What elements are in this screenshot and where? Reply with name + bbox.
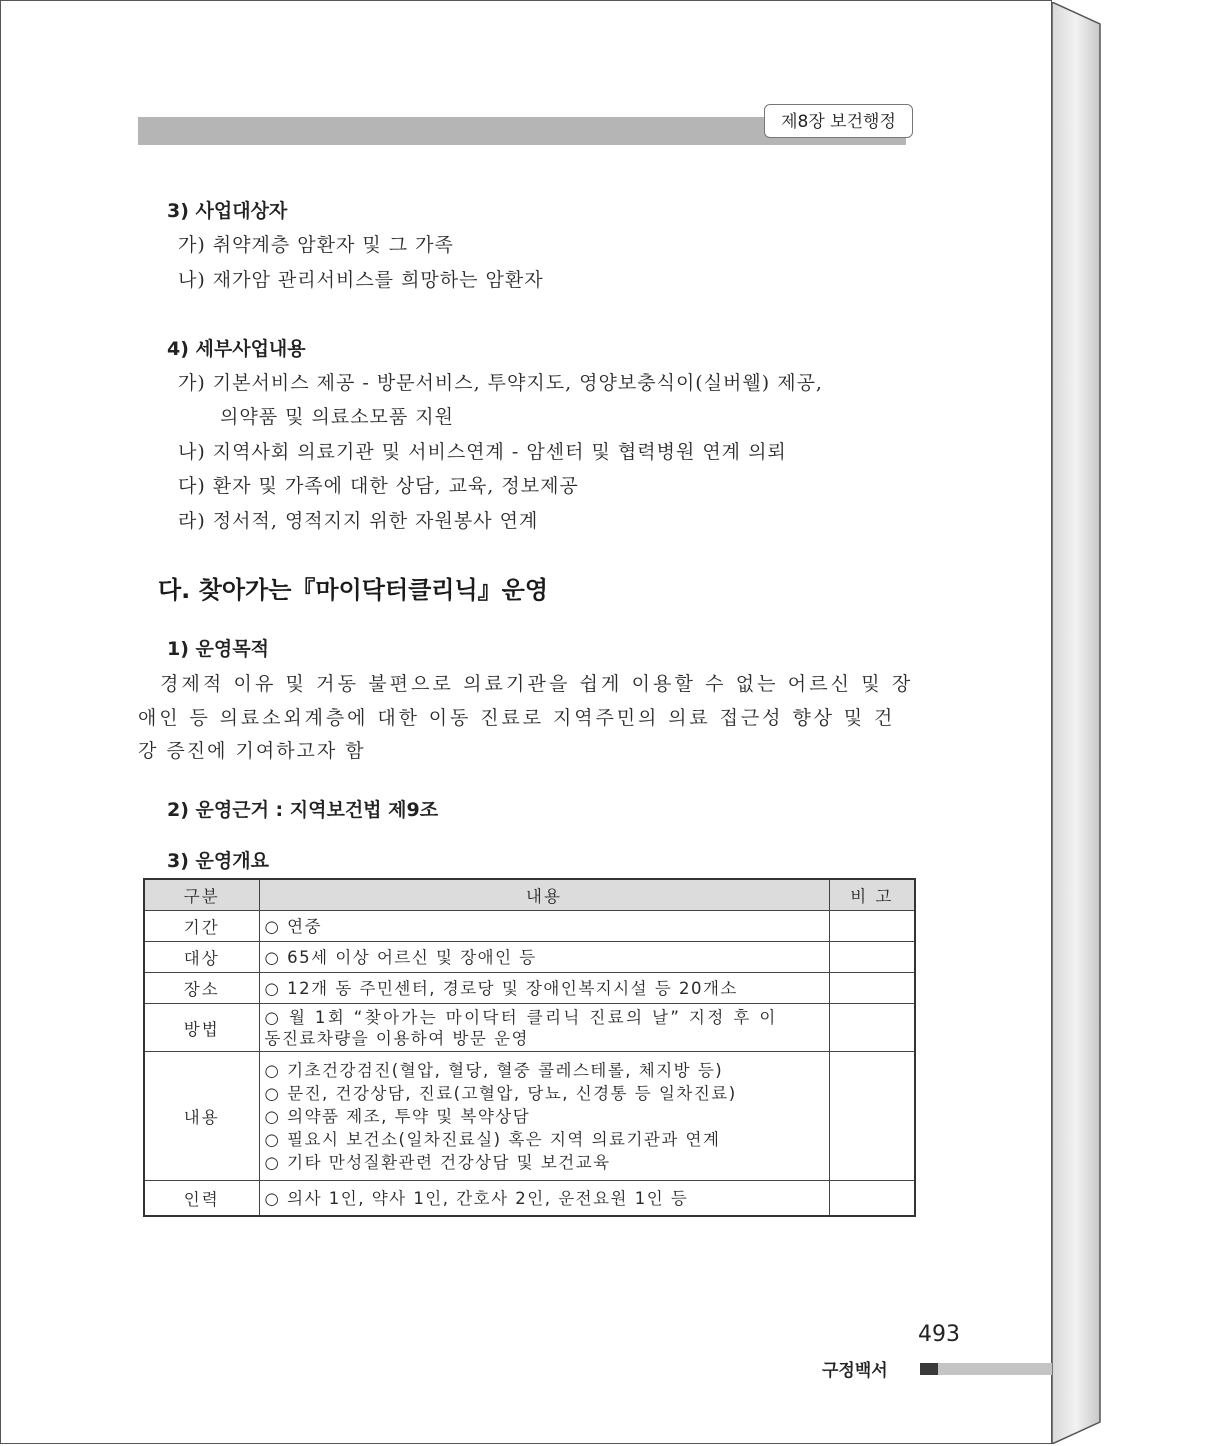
- content-line: ○ 의사 1인, 약사 1인, 간호사 2인, 운전요원 1인 등: [264, 1188, 689, 1208]
- header-note: 비 고: [829, 879, 915, 911]
- row-label: 내용: [144, 1052, 259, 1181]
- table-row: [144, 973, 915, 1004]
- row-note: [829, 1052, 915, 1181]
- list-item: 나) 지역사회 의료기관 및 서비스연계 - 암센터 및 협력병원 연계 의뢰: [178, 441, 787, 463]
- table-row: [144, 1004, 915, 1052]
- list-item: 가) 취약계층 암환자 및 그 가족: [178, 234, 454, 256]
- chapter-tab: 제8장 보건행정: [764, 104, 913, 138]
- row-content: [259, 1181, 829, 1217]
- footer-bar: [938, 1363, 1052, 1375]
- table-header-row: [144, 879, 915, 911]
- content-line: ○ 12개 동 주민센터, 경로당 및 장애인복지시설 등 20개소: [264, 978, 738, 998]
- purpose-paragraph-line: 경제적 이유 및 거동 불편으로 의료기관을 쉽게 이용할 수 없는 어르신 및 장: [160, 673, 914, 695]
- row-note: [829, 973, 915, 1004]
- row-note: [829, 911, 915, 942]
- row-content: [259, 911, 829, 942]
- content-line: ○ 월 1회 “찾아가는 마이닥터 클리닉 진료의 날” 지정 후 이: [264, 1007, 778, 1027]
- purpose-paragraph-line: 강 증진에 기여하고자 함: [138, 740, 366, 762]
- purpose-paragraph-line: 애인 등 의료소외계층에 대한 이동 진료로 지역주민의 의료 접근성 향상 및 건: [138, 707, 896, 729]
- row-label: 대상: [144, 942, 259, 973]
- content-line: ○ 기타 만성질환관련 건강상담 및 보건교육: [264, 1152, 611, 1172]
- basis-heading: 2) 운영근거 : 지역보건법 제9조: [167, 799, 439, 821]
- page-number: 493: [918, 1322, 960, 1347]
- row-label: 장소: [144, 973, 259, 1004]
- book-title: 구정백서: [822, 1361, 888, 1381]
- row-label: 기간: [144, 911, 259, 942]
- overview-table: [143, 878, 916, 1217]
- page-edge-3d: [1052, 2, 1102, 1444]
- list-item-continuation: 의약품 및 의료소모품 지원: [220, 406, 455, 428]
- list-item: 가) 기본서비스 제공 - 방문서비스, 투약지도, 영양보충식이(실버웰) 제공,: [178, 372, 823, 394]
- table-row: [144, 1181, 915, 1217]
- row-content: [259, 1052, 829, 1181]
- row-label: 방법: [144, 1004, 259, 1052]
- row-note: [829, 1181, 915, 1217]
- table-row: [144, 942, 915, 973]
- content-line: 동진료차량을 이용하여 방문 운영: [264, 1028, 529, 1048]
- list-item: 나) 재가암 관리서비스를 희망하는 암환자: [178, 269, 544, 291]
- list-item: 다) 환자 및 가족에 대한 상담, 교육, 정보제공: [178, 475, 579, 497]
- row-label: 인력: [144, 1181, 259, 1217]
- table-row: [144, 911, 915, 942]
- content-line: ○ 기초건강검진(혈압, 혈당, 혈중 콜레스테롤, 체지방 등): [264, 1060, 724, 1080]
- overview-heading: 3) 운영개요: [167, 850, 269, 872]
- table-row: [144, 1052, 915, 1181]
- row-note: [829, 1004, 915, 1052]
- content-line: ○ 문진, 건강상담, 진료(고혈압, 당뇨, 신경통 등 일차진료): [264, 1083, 737, 1103]
- row-content: [259, 942, 829, 973]
- footer-mark: [920, 1363, 938, 1375]
- section-title: 다. 찾아가는『마이닥터클리닉』운영: [158, 576, 549, 604]
- section-heading-details: 4) 세부사업내용: [167, 338, 306, 360]
- purpose-heading: 1) 운영목적: [167, 638, 269, 660]
- content-line: ○ 연중: [264, 916, 323, 936]
- row-content: [259, 1004, 829, 1052]
- list-item: 라) 정서적, 영적지지 위한 자원봉사 연계: [178, 510, 539, 532]
- row-content: [259, 973, 829, 1004]
- header-content: 내용: [259, 879, 829, 911]
- section-heading-targets: 3) 사업대상자: [167, 200, 288, 222]
- content-line: ○ 필요시 보건소(일차진료실) 혹은 지역 의료기관과 연계: [264, 1129, 721, 1149]
- content-line: ○ 65세 이상 어르신 및 장애인 등: [264, 947, 537, 967]
- row-note: [829, 942, 915, 973]
- header-category: 구분: [144, 879, 259, 911]
- content-line: ○ 의약품 제조, 투약 및 복약상담: [264, 1106, 531, 1126]
